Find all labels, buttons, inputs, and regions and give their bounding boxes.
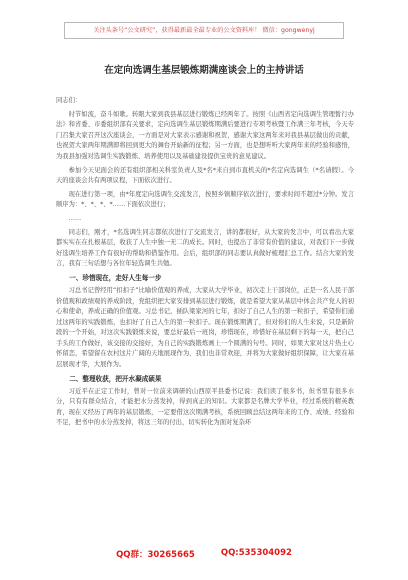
header-banner: 关注头条号“公文研究”，获得最新最全最专业的公文资料库！ 微信：gongwenyj (64, 22, 344, 39)
paragraph: 现在进行第一项，由*年度定向选调生交流发言，按照乡镇顺序依次进行，要求时间不超过*分钟。发言顺序为：*、*、*、*……下面依次进行； (56, 190, 354, 209)
paragraph: 时节如流，奋斗如歌。转眼大家到我县基层进行锻炼已经两年了。按照《山西省定向选调生管理暂行办法》和省委、市委组织部有关要求，定向选调生基层锻炼期满后要进行专项考核暨工作满三年考核，今天专门召集大家召开这次座谈会，一方面是对大家表示感谢和祝贺，感谢大家这两年来对我县基层做出的贡献，也祝贺大家两年期满即将回到更大的舞台开始新的征程；另一方面，也是想听听大家两年来的经验和感悟，为我县加强对选调生实践锻炼、培养使用以及基础建设提供宝贵的意见建议。 (56, 110, 354, 160)
greeting: 同志们： (56, 97, 82, 104)
document-title: 在定向选调生基层锻炼期满座谈会上的主持讲话 (104, 65, 304, 76)
paragraph: …… (68, 214, 82, 222)
paragraph: 习近平在正定工作时，曾对一位前来调研的山西原平县委书记说：我们读了很多书，但书里有很多水分，只有有群众结合，才能把水分蒸发掉，得到真正的知识。大家都是名牌大学毕业，经过系统的精英教育，现在又经历了两年的基层锻炼，一定要借这次期满考核，系统回顾总结这两年来的工作、成绩、经验和不足，把书中的水分蒸发掉，将这三年的付出，切实转化为面对复杂环 (56, 387, 354, 427)
paragraph: 同志们，刚才，*名选调生同志都依次进行了交流发言，讲的都很好，从大家的发言中，可以看出大家都实实在在扎根基层，收获了人生中独一无二的成长。同时，也提出了非常有价值的建议，对我们下一步做好选调生培养工作有很好的帮助和借鉴作用。会后，组织部的同志要认真做好梳理汇总工作。结合大家的发言，我有三句话想与各位年轻选调生共勉。 (56, 228, 354, 268)
footer-contact (0, 548, 408, 560)
section-heading: 二、整理收获，把开水凝成硕果 (69, 374, 162, 383)
qq-group-text: QQ群：30265665 (116, 550, 195, 560)
paragraph: 参加今天见面会的还有组织部相关科室负责人及*名*来自到市直机关的*名定向选调生（*名请假）。今天的座谈会共有两项议程，下面依次进行。 (56, 166, 354, 185)
qq-text: QQ:535304092 (220, 548, 292, 558)
section-heading: 一、珍惜现在，走好人生每一步 (69, 273, 162, 282)
paragraph: 习总书记曾经用“扣扣子”比喻价值观的养成，大家从大学毕业，初次走上干部岗位，正是一名人民干部价值观和政绩观的养成阶段，党组织把大家安排到基层进行锻炼，就是希望大家从基层中体会共产党人的初心和使命，养成正确的价值观。习总书记，插队梁家河的七年，扣好了自己人生的第一粒扣子，希望你们通过这两年的实践锻炼，也扣好了自己人生的第一粒扣子。现在锻炼期满了，但对你们的人生来说，只是新阶段的一个开始，对这次实践锻炼来说，要总好最后一班岗，珍惜现在，珍惜好在基层剩下的每一天，把自己手头的工作做好，该交接的交接好，为自己的实践锻炼画上一个圆满的句号。同时，如果大家对这片热土心怀留恋，希望留在农村这片广阔的天地展现作为，我们也非常欢迎，并将为大家做好组织保障，让大家在基层展现才华，大展作为。 (56, 286, 354, 369)
document-body (56, 96, 354, 432)
